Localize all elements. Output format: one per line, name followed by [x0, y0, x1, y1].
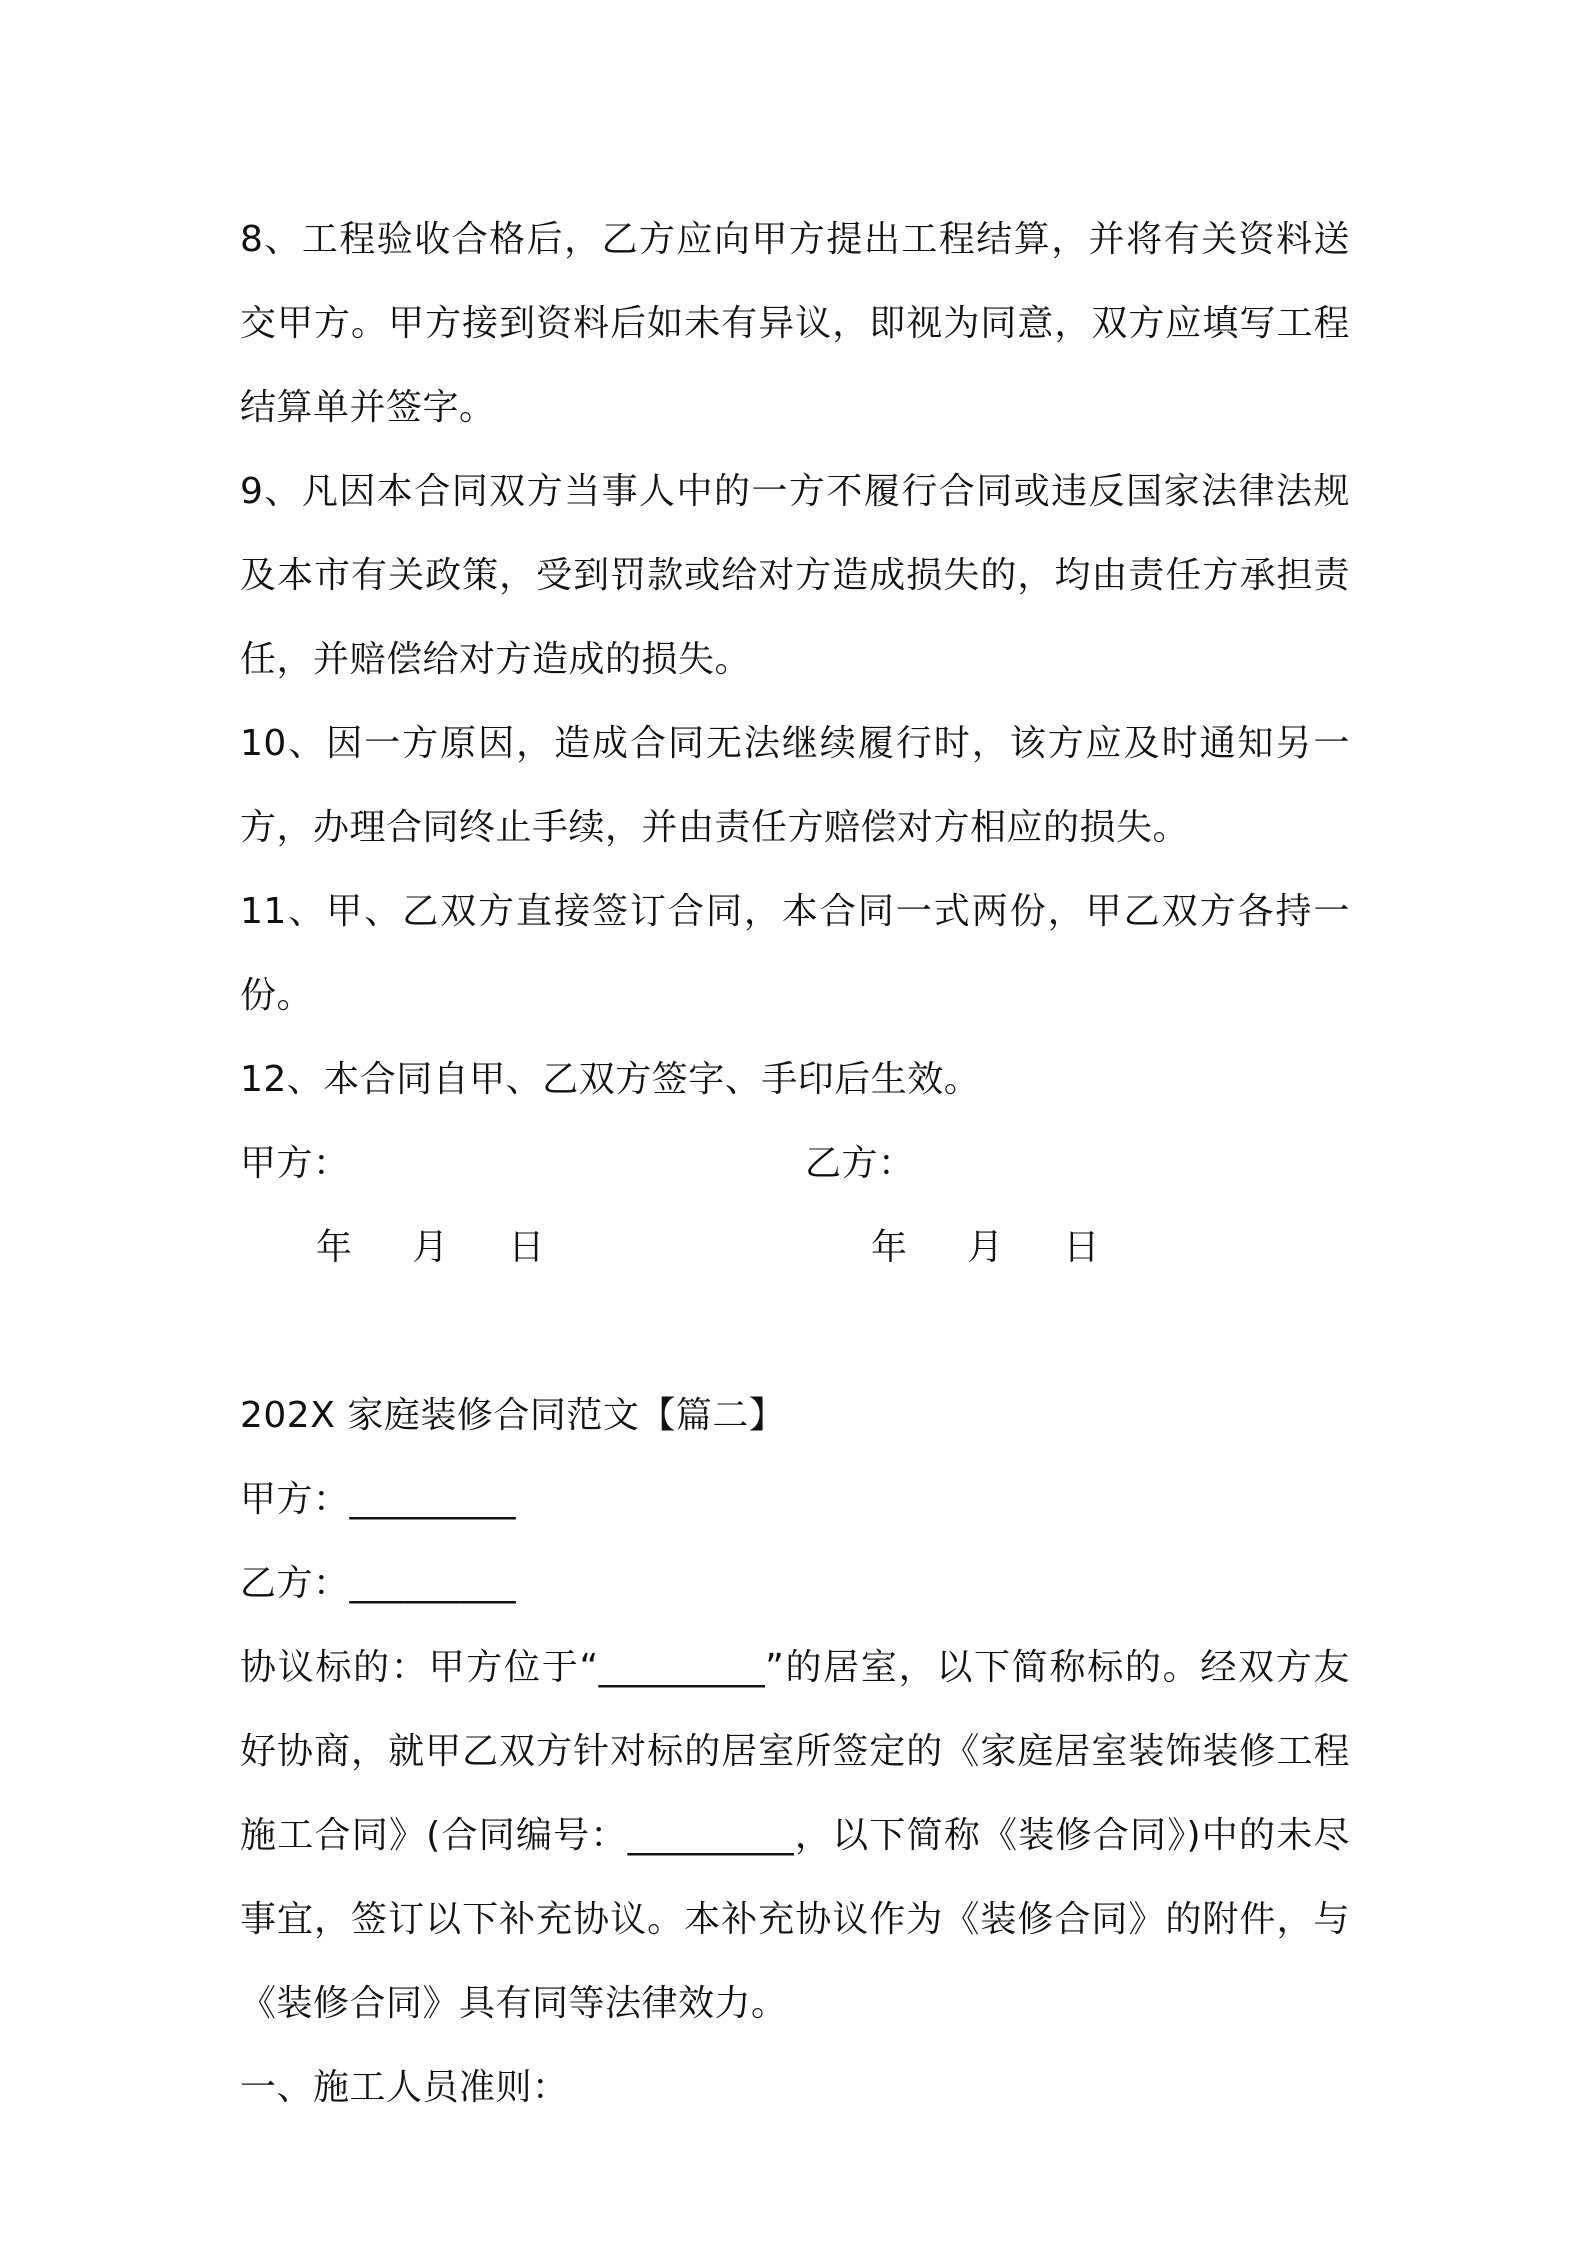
- section2-party-a-blank: _________: [349, 1479, 517, 1520]
- clause-11: 11、甲、乙双方直接签订合同，本合同一式两份，甲乙双方各持一份。: [240, 891, 1350, 1016]
- date-row: [240, 1206, 1350, 1290]
- party-b-signature-label: 乙方：: [805, 1143, 915, 1184]
- document-content: [240, 198, 1350, 2130]
- clause-12: 12、本合同自甲、乙双方签字、手印后生效。: [240, 1059, 981, 1100]
- party-a-date: 年 月 日: [316, 1227, 545, 1268]
- clause-10: 10、因一方原因，造成合同无法继续履行时，该方应及时通知另一方，办理合同终止手续，并由责任方赔偿对方相应的损失。: [240, 723, 1350, 848]
- party-a-signature-label: 甲方：: [240, 1143, 350, 1184]
- section-spacer: [240, 1290, 1350, 1374]
- party-b-date: 年 月 日: [871, 1227, 1100, 1268]
- section2-agreement: 协议标的：甲方位于“_________”的居室，以下简称标的。经双方友好协商，就甲乙双方针对标的居室所签定的《家庭居室装饰装修工程施工合同》(合同编号：_________，以下简称《装修合同》)中的未尽事宜，签订以下补充协议。本补充协议作为《装修合同》的附件，与《装修合同》具有同等法律效力。: [240, 1647, 1350, 2024]
- section2-title: 202X 家庭装修合同范文【篇二】: [240, 1395, 786, 1436]
- section2-party-a-label: 甲方：: [240, 1479, 350, 1520]
- section2-party-b-blank: _________: [349, 1563, 517, 1604]
- section2-party-a: [240, 1458, 1350, 1542]
- section2-heading-1: 一、施工人员准则：: [240, 2067, 569, 2108]
- section2-party-b: [240, 1542, 1350, 1626]
- signature-row: [240, 1122, 1350, 1206]
- clause-9: 9、凡因本合同双方当事人中的一方不履行合同或违反国家法律法规及本市有关政策，受到罚款或给对方造成损失的，均由责任方承担责任，并赔偿给对方造成的损失。: [240, 471, 1350, 680]
- section2-party-b-label: 乙方：: [240, 1563, 350, 1604]
- clause-8: 8、工程验收合格后，乙方应向甲方提出工程结算，并将有关资料送交甲方。甲方接到资料后如未有异议，即视为同意，双方应填写工程结算单并签字。: [240, 219, 1350, 428]
